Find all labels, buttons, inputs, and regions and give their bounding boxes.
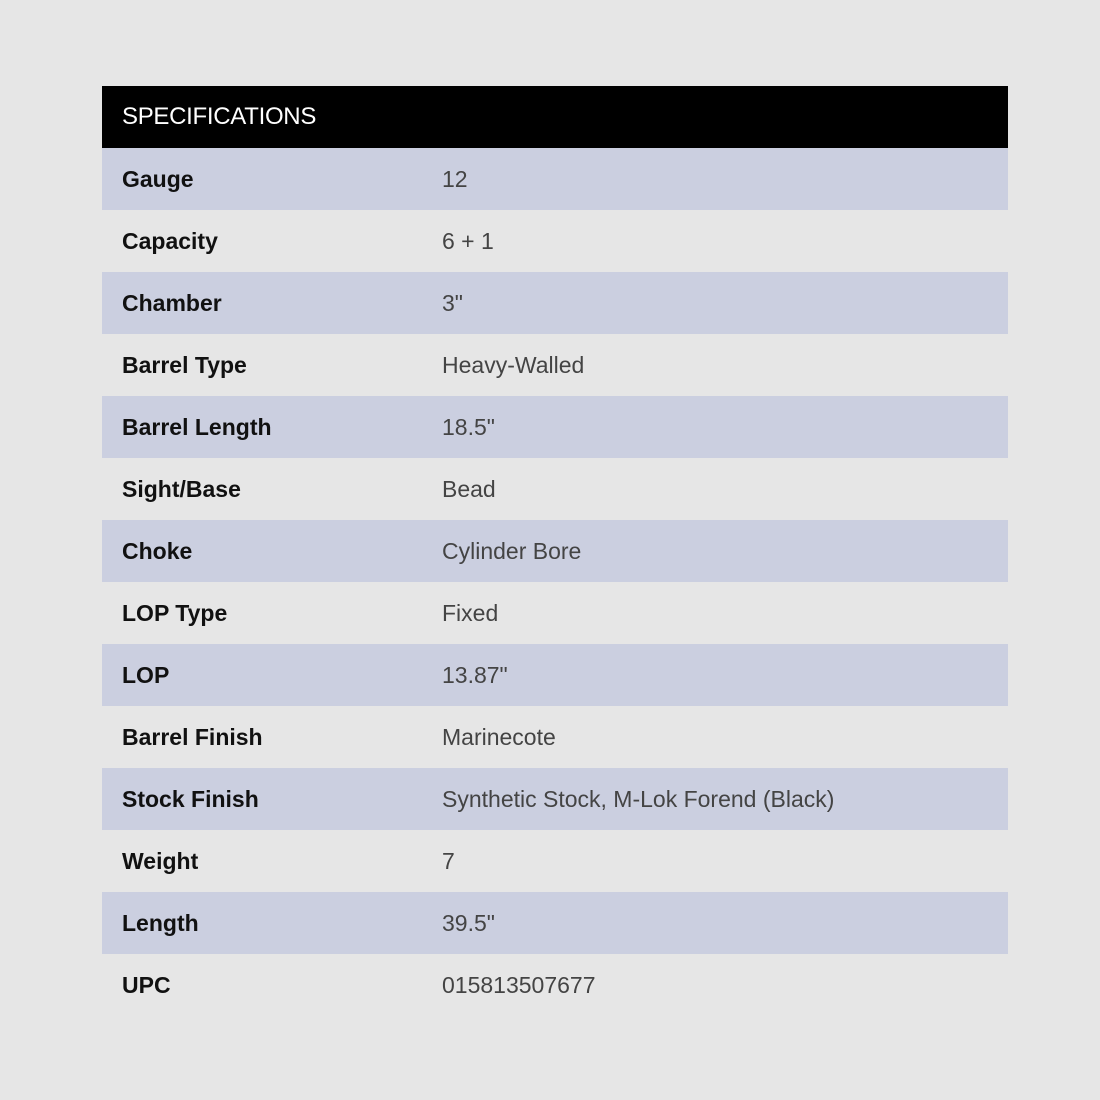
spec-label: Sight/Base — [122, 475, 241, 502]
spec-value: 39.5" — [442, 909, 495, 936]
table-row — [102, 458, 1008, 520]
spec-label: Capacity — [122, 227, 218, 254]
table-row — [102, 396, 1008, 458]
table-row — [102, 768, 1008, 830]
spec-label: Length — [122, 909, 199, 936]
spec-label: Chamber — [122, 289, 222, 316]
spec-label: Stock Finish — [122, 785, 259, 812]
table-row — [102, 644, 1008, 706]
table-row — [102, 210, 1008, 272]
spec-label: LOP Type — [122, 599, 228, 626]
table-row — [102, 954, 1008, 1016]
table-row — [102, 272, 1008, 334]
table-row — [102, 148, 1008, 210]
table-row — [102, 334, 1008, 396]
spec-value: 3" — [442, 289, 463, 316]
spec-value: 015813507677 — [442, 971, 596, 998]
spec-value: Cylinder Bore — [442, 537, 582, 564]
spec-value: 13.87" — [442, 661, 508, 688]
table-row — [102, 706, 1008, 768]
spec-label: Weight — [122, 847, 199, 874]
table-title: SPECIFICATIONS — [102, 86, 1008, 148]
spec-value: Marinecote — [442, 723, 556, 750]
spec-value: Synthetic Stock, M-Lok Forend (Black) — [442, 785, 835, 812]
spec-label: Choke — [122, 537, 193, 564]
spec-label: Barrel Finish — [122, 723, 263, 750]
spec-value: 7 — [442, 847, 455, 874]
spec-value: 12 — [442, 165, 468, 192]
spec-value: 6 + 1 — [442, 227, 494, 254]
spec-value: Bead — [442, 475, 496, 502]
table-row — [102, 520, 1008, 582]
spec-value: Fixed — [442, 599, 499, 626]
spec-label: Barrel Type — [122, 351, 247, 378]
spec-label: Gauge — [122, 165, 194, 192]
spec-label: Barrel Length — [122, 413, 272, 440]
table-row — [102, 892, 1008, 954]
specifications-table — [102, 86, 1008, 1016]
table-row — [102, 830, 1008, 892]
spec-value: Heavy-Walled — [442, 351, 585, 378]
table-row — [102, 582, 1008, 644]
spec-value: 18.5" — [442, 413, 495, 440]
spec-label: UPC — [122, 971, 171, 998]
spec-label: LOP — [122, 661, 170, 688]
